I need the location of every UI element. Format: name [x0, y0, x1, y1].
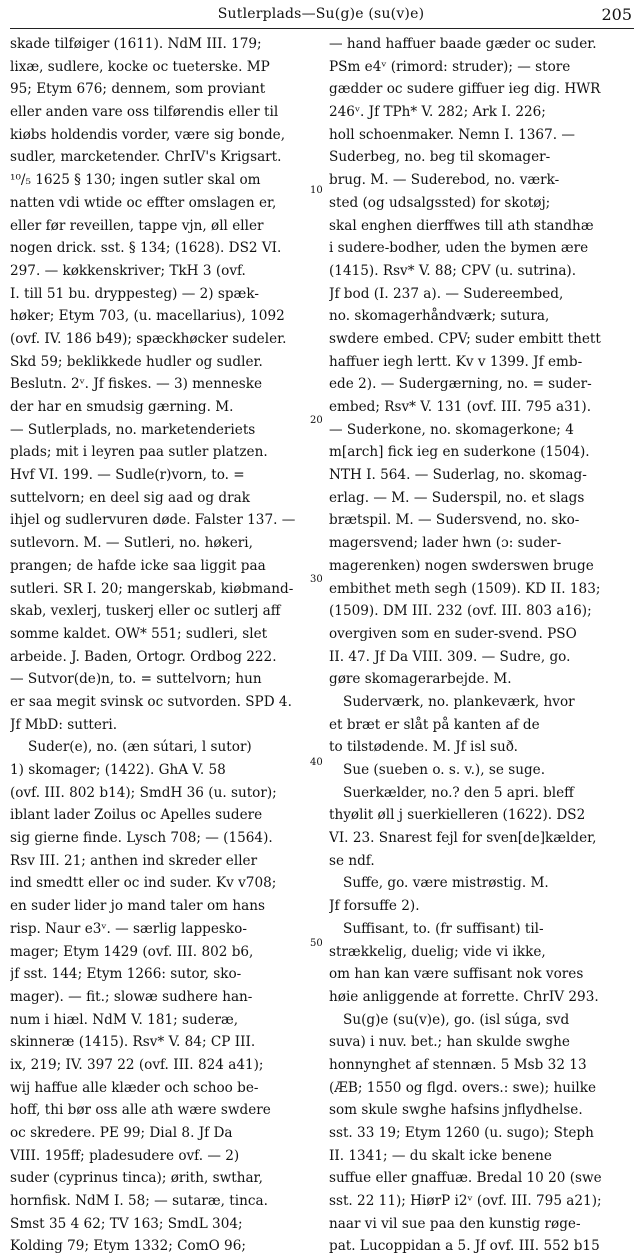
- text-line: eller anden vare oss tilførendis eller til: [10, 104, 279, 121]
- text-line: høker; Etym 703, (u. macellarius), 1092: [10, 308, 285, 325]
- text-line: ¹⁰/₅ 1625 § 130; ingen sutler skal om: [10, 172, 261, 189]
- text-line: mager; Etym 1429 (ovf. III. 802 b6,: [10, 943, 254, 960]
- right-column: [329, 33, 629, 1258]
- text-line: som skule swghe hafsins jnflydhelse.: [329, 1102, 583, 1119]
- text-line: PSm e4ᵛ (rimord: struder); — store: [329, 58, 571, 75]
- text-line: eller før reveillen, tappe vjn, øll eller: [10, 217, 264, 234]
- text-line: natten vdi wtide oc effter omslagen er,: [10, 194, 277, 211]
- text-line: VI. 23. Snarest fejl for sven[de]kælder,: [329, 830, 597, 847]
- text-line: no. skomagerhåndværk; sutura,: [329, 308, 550, 325]
- line-number: 40: [310, 757, 323, 768]
- text-line: overgiven som en suder-svend. PSO: [329, 625, 577, 642]
- text-line: (ÆB; 1550 og flgd. overs.: swe); huilke: [329, 1079, 596, 1096]
- text-line: Beslutn. 2ᵛ. Jf fiskes. — 3) menneske: [10, 376, 263, 393]
- text-line: wij haffue alle klæder och schoo be-: [10, 1079, 259, 1096]
- text-line: Skd 59; beklikkede hudler og sudler.: [10, 353, 263, 370]
- text-line: honnynghet af stennæn. 5 Msb 32 13: [329, 1056, 587, 1073]
- text-line: Su(g)e (su(v)e), go. (isl súga, svd: [343, 1011, 570, 1028]
- text-line: i sudere-bodher, uden the bymen ære: [329, 240, 589, 257]
- text-line: en suder lider jo mand taler om hans: [10, 898, 265, 915]
- text-line: m[arch] fick ieg en suderkone (1504).: [329, 444, 590, 461]
- page-number: 205: [601, 5, 632, 24]
- text-line: Jf forsuffe 2).: [329, 898, 420, 915]
- text-line: sudler, marcketender. ChrIV's Krigsart.: [10, 149, 282, 166]
- text-line: jf sst. 144; Etym 1266: sutor, sko-: [10, 966, 242, 983]
- text-line: suttelvorn; en deel sig aad og drak: [10, 489, 250, 506]
- text-line: et bræt er slåt på kanten af de: [329, 716, 540, 733]
- text-line: arbeide. J. Baden, Ortogr. Ordbog 222.: [10, 648, 277, 665]
- text-line: ind smedtt eller oc ind suder. Kv v708;: [10, 875, 277, 892]
- text-line: NTH I. 564. — Suderlag, no. skomag-: [329, 467, 587, 484]
- text-line: Rsv III. 21; anthen ind skreder eller: [10, 852, 258, 869]
- text-line: somme kaldet. OW* 551; sudleri, slet: [10, 625, 268, 642]
- line-number: 10: [310, 185, 323, 196]
- text-line: gædder oc sudere giffuer ieg dig. HWR: [329, 81, 601, 98]
- text-line: Kolding 79; Etym 1332; ComO 96;: [10, 1238, 246, 1255]
- text-line: to tilstødende. M. Jf isl suð.: [329, 739, 518, 756]
- text-line: — hand haffuer baade gæder oc suder.: [329, 36, 597, 52]
- text-line: — Suderkone, no. skomagerkone; 4: [329, 421, 574, 438]
- text-line: skab, vexlerj, tuskerj eller oc sutlerj aff: [10, 603, 281, 620]
- text-line: suffue eller gnaffuæ. Bredal 10 20 (swe: [329, 1170, 602, 1187]
- text-line: Jf MbD: sutteri.: [10, 716, 118, 733]
- text-line: magersvend; lader hwn (ɔ: suder-: [329, 535, 562, 552]
- text-line: høie anliggende at forrette. ChrIV 293.: [329, 988, 599, 1005]
- text-line: pat. Lucoppidan a 5. Jf ovf. III. 552 b15: [329, 1238, 600, 1255]
- line-number: 30: [310, 574, 323, 585]
- text-line: suva) i nuv. bet.; han skulde swghe: [329, 1034, 570, 1051]
- page-header: [0, 0, 642, 28]
- text-line: II. 47. Jf Da VIII. 309. — Sudre, go.: [329, 648, 571, 665]
- text-line: prangen; de hafde icke saa liggit paa: [10, 557, 266, 574]
- text-line: ihjel og sudlervuren døde. Falster 137. —: [10, 512, 296, 529]
- text-line: Suerkælder, no.? den 5 apri. bleff: [343, 784, 574, 801]
- text-line: suder (cyprinus tinca); ørith, swthar,: [10, 1170, 263, 1187]
- text-line: nogen drick. sst. § 134; (1628). DS2 VI.: [10, 240, 282, 257]
- text-line: 246ᵛ. Jf TPh* V. 282; Ark I. 226;: [329, 104, 546, 121]
- text-line: sutleri. SR I. 20; mangerskab, kiøbmand-: [10, 580, 294, 597]
- text-line: swdere embed. CPV; suder embitt thett: [329, 330, 601, 347]
- text-line: holl schoenmaker. Nemn I. 1367. —: [329, 126, 575, 143]
- text-line: Smst 35 4 62; TV 163; SmdL 304;: [10, 1215, 243, 1232]
- text-line: ede 2). — Sudergærning, no. = suder-: [329, 376, 592, 393]
- text-line: II. 1341; — du skalt icke benene: [329, 1147, 552, 1164]
- text-line: Sue (sueben o. s. v.), se suge.: [343, 762, 546, 778]
- line-number: 50: [310, 938, 323, 949]
- left-column: [10, 33, 310, 1258]
- text-line: erlag. — M. — Suderspil, no. et slags: [329, 489, 585, 506]
- text-line: skal enghen dierffwes till ath standhæ: [329, 217, 594, 234]
- text-line: Hvf VI. 199. — Sudle(r)vorn, to. =: [10, 467, 245, 484]
- text-line: iblant lader Zoilus oc Apelles sudere: [10, 807, 263, 824]
- text-line: embithet meth segh (1509). KD II. 183;: [329, 580, 601, 597]
- text-line: oc skredere. PE 99; Dial 8. Jf Da: [10, 1125, 233, 1141]
- text-line: mager). — fit.; slowæ sudhere han-: [10, 988, 253, 1005]
- text-line: skade tilføiger (1611). NdM III. 179;: [10, 36, 262, 52]
- text-line: ix, 219; IV. 397 22 (ovf. III. 824 a41);: [10, 1056, 264, 1073]
- text-line: brug. M. — Suderebod, no. værk-: [329, 172, 560, 189]
- text-line: om han kan være suffisant nok vores: [329, 966, 584, 983]
- text-line: naar vi vil sue paa den kunstig røge-: [329, 1215, 581, 1232]
- text-line: — Sutlerplads, no. marketenderiets: [10, 421, 256, 438]
- text-line: Suffisant, to. (fr suffisant) til-: [343, 920, 544, 937]
- text-line: er saa megit svinsk oc sutvorden. SPD 4.: [10, 693, 292, 710]
- text-line: num i hiæl. NdM V. 181; suderæ,: [10, 1011, 239, 1028]
- text-line: sst. 33 19; Etym 1260 (u. sugo); Steph: [329, 1125, 594, 1141]
- text-line: kiøbs holdendis vorder, være sig bonde,: [10, 126, 286, 143]
- text-line: plads; mit i leyren paa sutler platzen.: [10, 444, 268, 461]
- text-line: sutlevorn. M. — Sutleri, no. høkeri,: [10, 535, 253, 552]
- text-line: (1509). DM III. 232 (ovf. III. 803 a16);: [329, 603, 592, 620]
- text-line: strækkelig, duelig; vide vi ikke,: [329, 943, 546, 960]
- text-line: sst. 22 11); HiørP i2ᵛ (ovf. III. 795 a21);: [329, 1193, 602, 1210]
- text-line: hornfisk. NdM I. 58; — sutaræ, tinca.: [10, 1193, 268, 1210]
- text-line: Suderværk, no. plankeværk, hvor: [343, 693, 575, 710]
- text-line: Jf bod (I. 237 a). — Sudereembed,: [329, 285, 564, 302]
- text-line: (ovf. III. 802 b14); SmdH 36 (u. sutor);: [10, 784, 277, 801]
- line-number: 20: [310, 415, 323, 426]
- text-line: 1) skomager; (1422). GhA V. 58: [10, 762, 226, 778]
- text-line: magerenken) nogen swderswen bruge: [329, 557, 594, 574]
- text-line: VIII. 195ff; pladesudere ovf. — 2): [10, 1147, 240, 1164]
- text-line: Suderbeg, no. beg til skomager-: [329, 149, 551, 166]
- text-line: — Sutvor(de)n, to. = suttelvorn; hun: [10, 671, 262, 688]
- text-line: sted (og udsalgssted) for skotøj;: [329, 194, 551, 211]
- text-line: embed; Rsv* V. 131 (ovf. III. 795 a31).: [329, 399, 592, 415]
- text-line: Suffe, go. være mistrøstig. M.: [343, 875, 549, 892]
- text-line: (1415). Rsv* V. 88; CPV (u. sutrina).: [329, 262, 577, 279]
- text-line: der har en smudsig gærning. M.: [10, 399, 234, 415]
- header-rule: [10, 28, 634, 29]
- text-line: hoff, thi bør oss alle ath wære swdere: [10, 1102, 271, 1119]
- text-line: se ndf.: [329, 852, 375, 869]
- text-line: gøre skomagerarbejde. M.: [329, 671, 512, 688]
- text-line: sig gierne finde. Lysch 708; — (1564).: [10, 830, 273, 847]
- text-line: haffuer iegh lertt. Kv v 1399. Jf emb-: [329, 353, 583, 370]
- text-line: 297. — køkkenskriver; TkH 3 (ovf.: [10, 262, 246, 279]
- text-line: brætspil. M. — Sudersvend, no. sko-: [329, 512, 580, 529]
- text-line: (ovf. IV. 186 b49); spæckhøcker sudeler.: [10, 330, 287, 347]
- text-line: Suder(e), no. (æn sútari, l sutor): [28, 739, 252, 756]
- text-line: risp. Naur e3ᵛ. — særlig lappesko-: [10, 920, 247, 937]
- text-line: thyølit øll j suerkielleren (1622). DS2: [329, 807, 586, 824]
- running-head: Sutlerplads—Su(g)e (su(v)e): [217, 6, 425, 22]
- text-line: I. till 51 bu. dryppesteg) — 2) spæk-: [10, 285, 259, 302]
- text-line: 95; Etym 676; dennem, som proviant: [10, 81, 266, 98]
- text-line: skinneræ (1415). Rsv* V. 84; CP III.: [10, 1034, 256, 1051]
- text-line: lixæ, sudlere, kocke oc tueterske. MP: [10, 58, 270, 75]
